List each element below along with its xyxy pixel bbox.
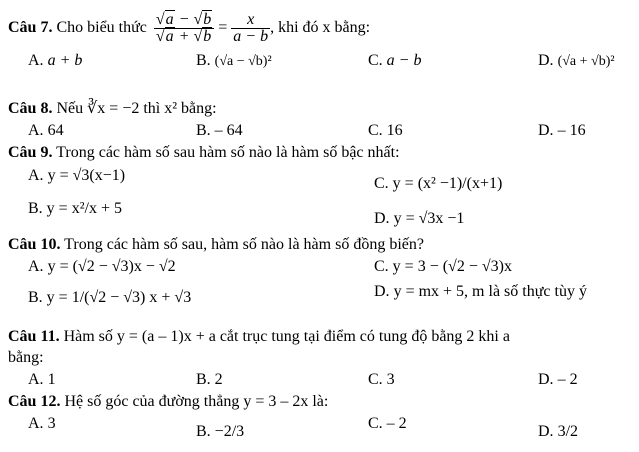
q8-option-d[interactable]: D. – 16 (538, 122, 586, 139)
q8-option-c[interactable]: C. 16 (368, 122, 403, 139)
q9-stem-text: Trong các hàm số sau hàm số nào là hàm số bậc nhất: (56, 144, 400, 161)
q8-label: Câu 8. (8, 100, 53, 117)
q11-option-a[interactable]: A. 1 (28, 371, 56, 388)
q7-tail: , khi đó x bằng: (270, 19, 371, 37)
q8-stem-text: Nếu ∛x = −2 thì x² bằng: (56, 100, 217, 117)
q12-option-b[interactable]: B. −2/3 (196, 423, 245, 440)
q12-label: Câu 12. (8, 393, 61, 410)
q11-option-b[interactable]: B. 2 (196, 371, 223, 388)
q11-stem (8, 329, 510, 345)
q7-option-c[interactable]: C. a − b (368, 52, 422, 69)
q12-stem-text: Hệ số góc của đường thẳng y = 3 – 2x là: (64, 393, 329, 410)
q10-stem-text: Trong các hàm số sau, hàm số nào là hàm số đồng biến? (64, 236, 424, 253)
q11-option-c[interactable]: C. 3 (368, 371, 395, 388)
q12-option-a[interactable]: A. 3 (28, 415, 56, 432)
q7-stem: Câu 7. Cho biểu thức $\frac{√a - √b}{√a + √b}$ = $\frac{x}{a - b}$ , khi đó x bằng: (8, 11, 371, 45)
q7-lhs-fraction: $\frac{√a - √b}{√a + √b}$ (154, 12, 214, 45)
q7-option-a[interactable]: A. a + b (28, 52, 83, 69)
q7-option-b[interactable]: B. (√a − √b)² (196, 52, 272, 69)
q10-option-c[interactable]: C. y = 3 − (√2 − √3)x (374, 258, 512, 275)
q10-option-b[interactable]: B. y = 1/(√2 − √3) x + √3 (28, 289, 192, 306)
q11-option-d[interactable]: D. – 2 (538, 371, 578, 388)
q10-option-a[interactable]: A. y = (√2 − √3)x − √2 (28, 258, 176, 275)
q11-stem-line2: bằng: (8, 349, 44, 366)
q10-stem (8, 237, 424, 253)
q12-option-c[interactable]: C. – 2 (368, 415, 407, 432)
q8-stem (8, 101, 217, 117)
q9-option-c[interactable]: C. y = (x² −1)/(x+1) (374, 175, 503, 192)
q12-option-d[interactable]: D. 3/2 (538, 423, 579, 440)
q7-intro: Cho biểu thức (56, 19, 147, 37)
q7-rhs-fraction: $\frac{x}{a - b}$ (233, 11, 269, 45)
q8-option-a[interactable]: A. 64 (28, 122, 64, 139)
q9-option-b[interactable]: B. y = x²/x + 5 (28, 200, 122, 217)
q9-stem (8, 145, 400, 161)
q8-option-b[interactable]: B. – 64 (196, 122, 243, 139)
q12-stem (8, 394, 328, 410)
q9-option-a[interactable]: A. y = √3(x−1) (28, 167, 126, 184)
q11-stem-line1: Hàm số y = (a – 1)x + a cắt trục tung tại điểm có tung độ bằng 2 khi a (63, 328, 510, 345)
q10-option-d[interactable]: D. y = mx + 5, m là số thực tùy ý (374, 283, 587, 300)
q7-label: Câu 7. (8, 19, 53, 37)
q9-option-d[interactable]: D. y = √3x −1 (374, 210, 465, 227)
q7-option-d[interactable]: D. (√a + √b)² (538, 52, 615, 69)
q10-label: Câu 10. (8, 236, 61, 253)
q11-label: Câu 11. (8, 328, 60, 345)
q9-label: Câu 9. (8, 144, 53, 161)
